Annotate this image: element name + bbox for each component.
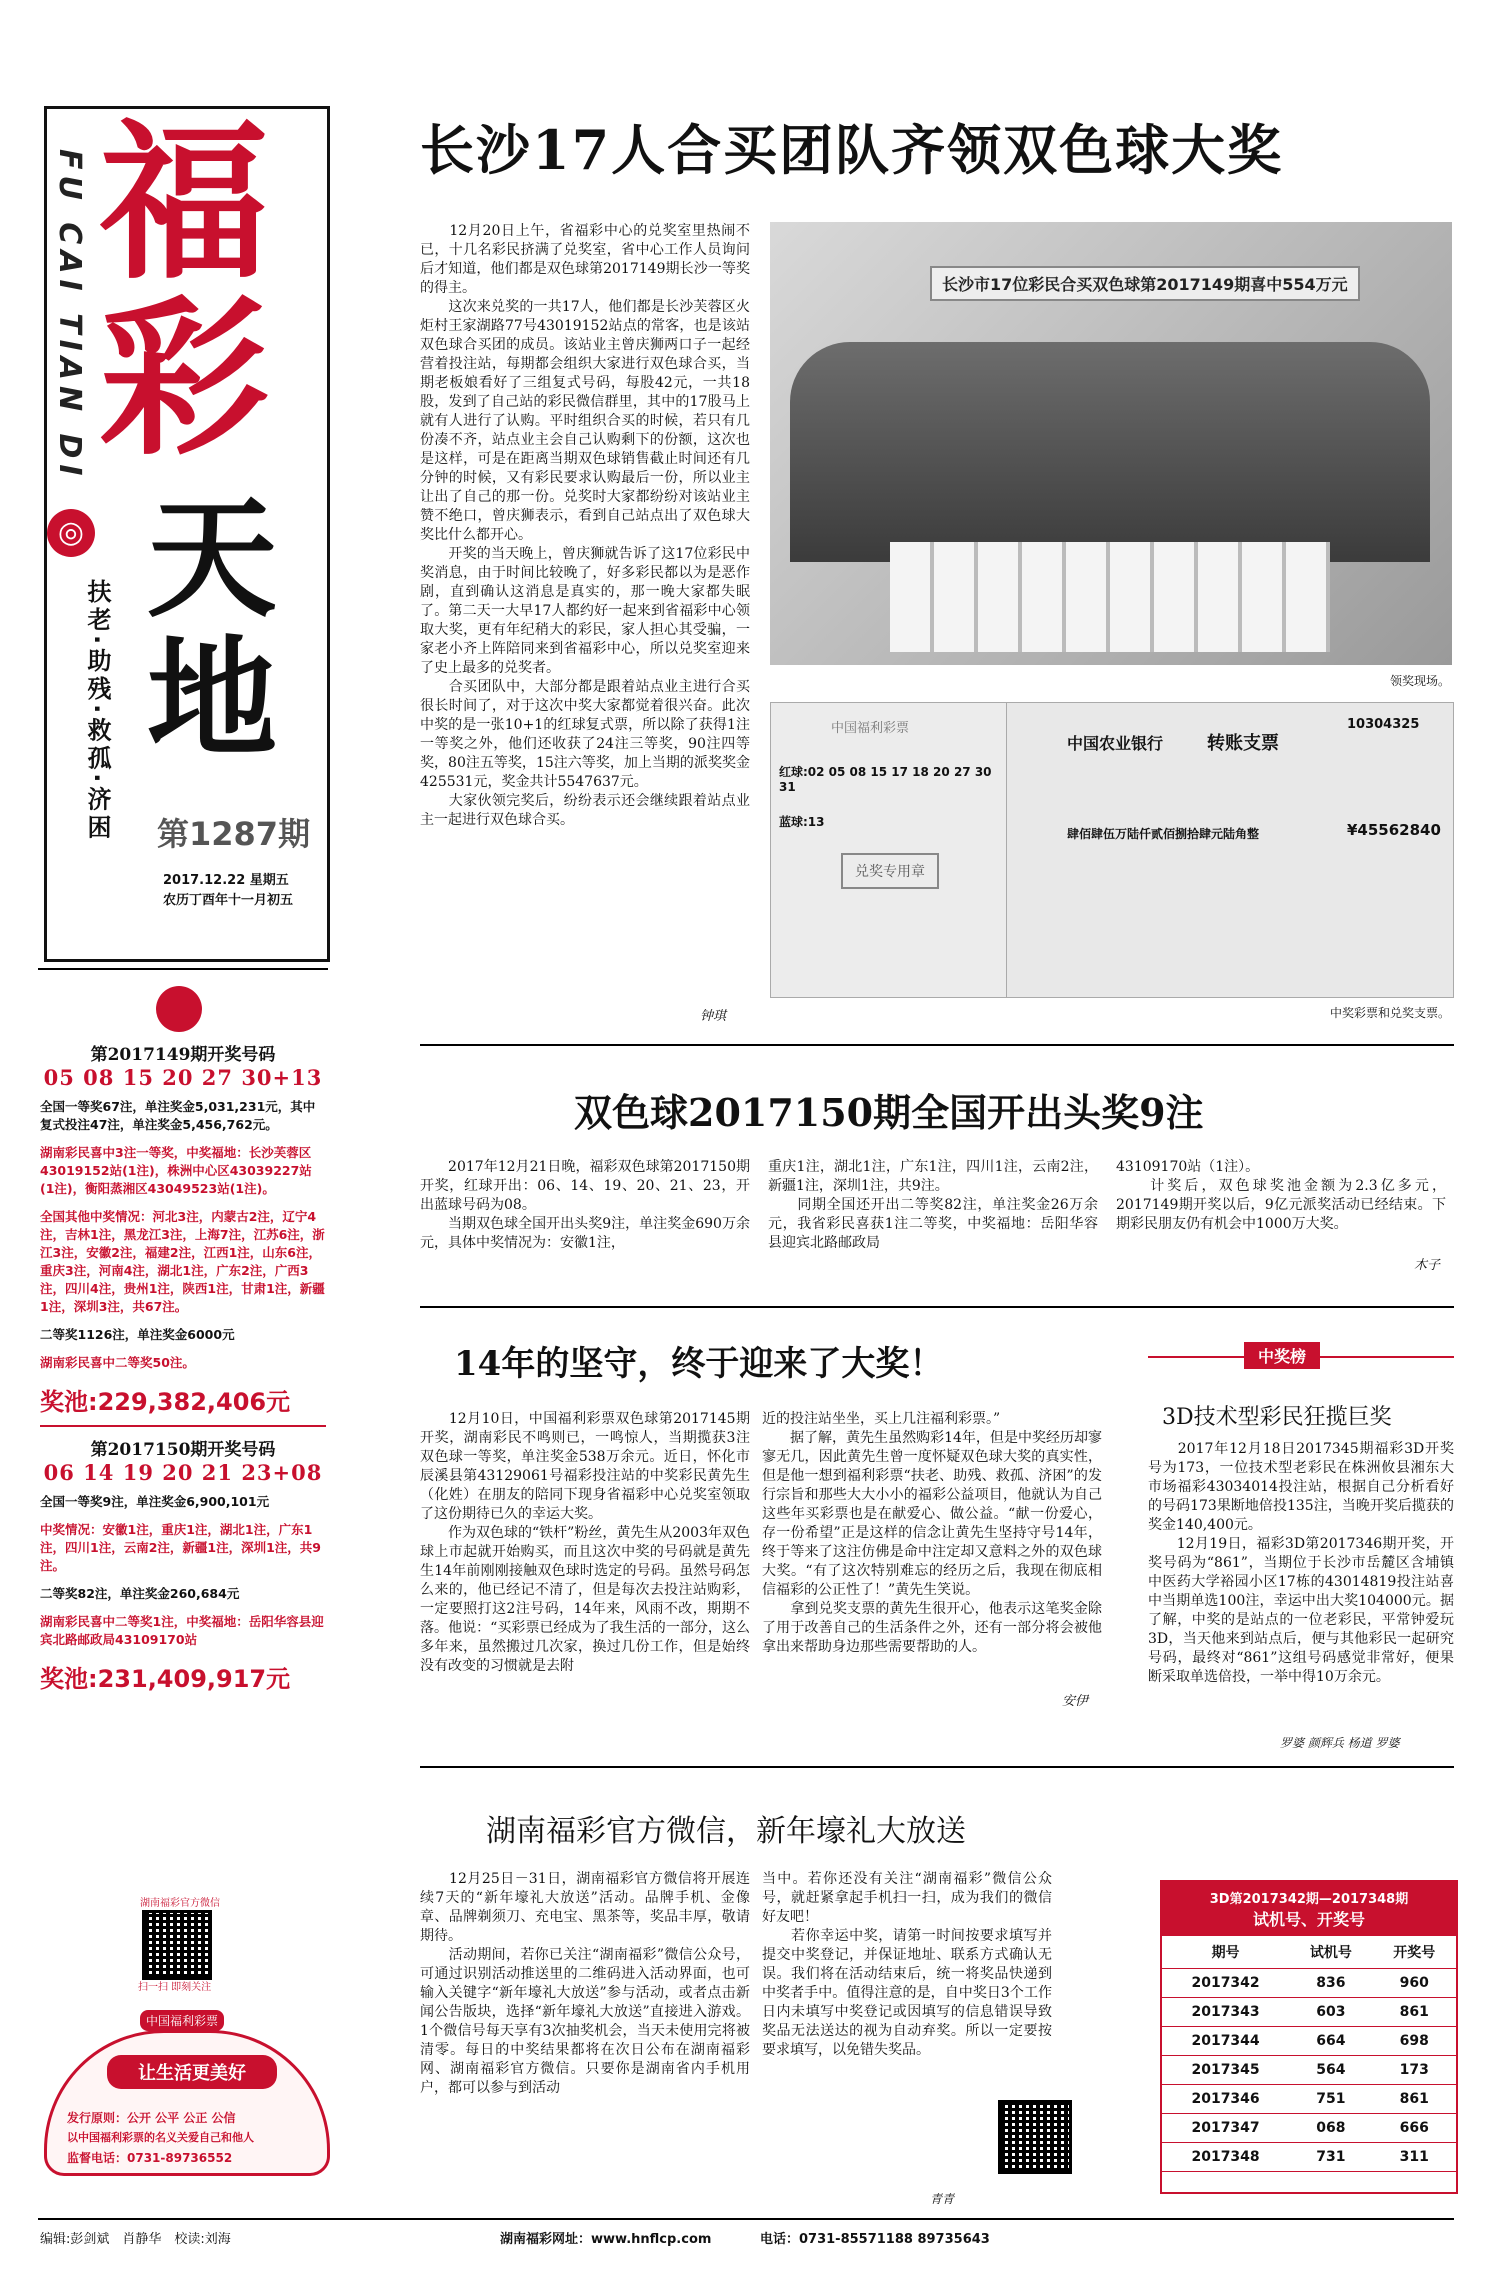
ranking-byline: 罗婆 颜辉兵 杨道 罗婆 bbox=[1280, 1736, 1400, 1750]
draw-cell: 698 bbox=[1373, 2027, 1456, 2056]
article2-col2: 重庆1注，湖北1注，广东1注，四川1注，云南2注，新疆1注，深圳1注，共9注。 同期全国还开出二等奖82注，单注奖金26万余元，我省彩民喜获1注二等奖，中奖福地：岳阳华容县迎宾北路邮政局 bbox=[768, 1159, 1098, 1251]
masthead-char-3: 天 bbox=[147, 482, 278, 635]
article3-col2: 近的投注站坐坐，买上几注福利彩票。” 据了解，黄先生虽然购彩14年，但是中奖经历却寥寥无几，因此黄先生曾一度怀疑双色球大奖的真实性，但是他一想到福利彩票“扶老、助残、救孤、济困”的发行宗旨和那些大大小小的福彩公益项目，他就认为自己这些年买彩票也是在献爱心、做公益。“献一份爱心，存一份希望”正是这样的信念让黄先生坚持守号14年，终于等来了这注仿佛是命中注定却又意料之外的双色球大奖。“有了这次特别难忘的经历之后，我现在彻底相信福彩的公正性了！”黄先生笑说。 拿到兑奖支票的黄先生很开心，他表示这笔奖金除了用于改善自己的生活条件之外，还有一部分将会被他拿出来帮助身边那些需要帮助的人。 bbox=[762, 1411, 1102, 1655]
draw-cell: 861 bbox=[1373, 1998, 1456, 2027]
article3-byline: 安伊 bbox=[1062, 1694, 1089, 1709]
qr-scan-hint: 扫一扫 即刻关注 bbox=[138, 1982, 212, 1993]
photo-caption: 领奖现场。 bbox=[1389, 674, 1450, 688]
col-header: 试机号 bbox=[1289, 1936, 1372, 1969]
table-row bbox=[1162, 2114, 1456, 2143]
issue-cell: 2017347 bbox=[1162, 2114, 1289, 2143]
trial-cell: 751 bbox=[1289, 2085, 1372, 2114]
issue-cell: 2017345 bbox=[1162, 2056, 1289, 2085]
article4-headline: 湖南福彩官方微信，新年壕礼大放送 bbox=[486, 1814, 966, 1849]
masthead-char-4: 地 bbox=[147, 622, 278, 775]
wechat-qr-code[interactable] bbox=[142, 1910, 212, 1980]
photo-banner: 长沙市17位彩民合买双色球第2017149期喜中554万元 bbox=[930, 266, 1360, 301]
article1-headline: 长沙17人合买团队齐领双色球大奖 bbox=[420, 118, 1284, 182]
r2-first-prize: 全国一等奖9注，单注奖金6,900,101元 bbox=[40, 1494, 270, 1509]
issue-number: 第1287期 bbox=[157, 815, 311, 853]
draw-cell: 311 bbox=[1373, 2143, 1456, 2172]
table-row bbox=[1162, 2056, 1456, 2085]
issue-cell: 2017346 bbox=[1162, 2085, 1289, 2114]
footer-phone: 电话：0731-85571188 89735643 bbox=[760, 2232, 990, 2247]
ticket-numbers: 红球:02 05 08 15 17 18 20 27 30 31 bbox=[779, 765, 992, 794]
r1-second-hunan: 湖南彩民喜中二等奖50注。 bbox=[40, 1355, 195, 1370]
trial-cell: 664 bbox=[1289, 2027, 1372, 2056]
trial-cell: 603 bbox=[1289, 1998, 1372, 2027]
trial-table-header bbox=[1162, 1882, 1456, 1936]
footer-editors: 编辑:彭剑斌 肖静华 校读:刘海 bbox=[40, 2232, 231, 2247]
draw-cell: 666 bbox=[1373, 2114, 1456, 2143]
r2-second-prize: 二等奖82注，单注奖金260,684元 bbox=[40, 1586, 240, 1601]
ticket-caption: 中奖彩票和兑奖支票。 bbox=[1329, 1006, 1450, 1020]
promo-hotline: 监督电话：0731-89736552 bbox=[67, 2151, 233, 2165]
trial-table bbox=[1162, 1936, 1456, 2172]
r1-header: 第2017149期开奖号码 bbox=[40, 1040, 326, 1065]
article1-byline: 钟琪 bbox=[700, 1009, 727, 1024]
r-divider bbox=[40, 1425, 326, 1427]
issue-cell: 2017342 bbox=[1162, 1969, 1289, 1998]
table-row bbox=[1162, 2143, 1456, 2172]
article2-col1: 2017年12月21日晚，福彩双色球第2017150期开奖，红球开出：06、14、19、20、21、23，开出蓝球号码为08。 当期双色球全国开出头奖9注，单注奖金690万余元，具体中奖情况为：安徽1注， bbox=[420, 1159, 750, 1251]
footer-rule bbox=[38, 2218, 1454, 2220]
table-row bbox=[1162, 2085, 1456, 2114]
r1-second-prize: 二等奖1126注，单注奖金6000元 bbox=[40, 1327, 235, 1342]
trial-cell: 068 bbox=[1289, 2114, 1372, 2143]
article2-col3: 43109170站（1注）。 计奖后，双色球奖池金额为2.3亿多元，2017149期开奖以后，9亿元派奖活动已经结束。下期彩民朋友仍有机会中1000万大奖。 bbox=[1116, 1159, 1446, 1232]
trial-table-box bbox=[1160, 1880, 1458, 2194]
rule-1 bbox=[420, 1044, 1454, 1046]
table-row bbox=[1162, 1998, 1456, 2027]
masthead bbox=[44, 103, 330, 962]
article4-col1: 12月25日－31日，湖南福彩官方微信将开展连续7天的“新年壕礼大放送”活动。品牌手机、金像章、品牌剃须刀、充电宝、黑茶等，奖品丰厚，敬请期待。 活动期间，若你已关注“湖南福彩”微信公众号，可通过识别活动推送里的二维码进入活动界面，也可输入关键字“新年壕礼大放送”参与活动，或者点击新闻公告版块，选择“新年壕礼大放送”直接进入游戏。1个微信号每天享有3次抽奖机会，当天未使用完将被清零。每日的中奖结果都将在次日公布在湖南福彩网、湖南福彩官方微信。只要你是湖南省内手机用户，都可以参与到活动 bbox=[420, 1871, 750, 2096]
r1-jackpot: 奖池:229,382,406元 bbox=[40, 1388, 291, 1416]
ranking-tag: 中奖榜 bbox=[1244, 1342, 1320, 1369]
article2-headline: 双色球2017150期全国开出头奖9注 bbox=[574, 1090, 1204, 1135]
col-header: 期号 bbox=[1162, 1936, 1289, 1969]
article3-col1: 12月10日，中国福利彩票双色球第2017145期开奖，湖南彩民不鸣则已，一鸣惊人，当期揽获3注双色球一等奖，单注奖金538万余元。近日，怀化市辰溪县第43129061号福彩投注站的中奖彩民黄先生（化姓）在朋友的陪同下现身省福彩中心兑奖室领取了这份期待已久的幸运大奖。 作为双色球的“铁杆”粉丝，黄先生从2003年双色球上市起就开始购买，而且这次中奖的号码就是黄先生14年前刚刚接触双色球时选定的号码。虽然号码怎么来的，他已经记不清了，但是每次去投注站购彩，一定要照打这2注号码，14年来，风雨不改，期期不落。他说：“买彩票已经成为了我生活的一部分，这么多年来，虽然搬过几次家，换过几份工作，但是始终没有改变的习惯就是去附 bbox=[420, 1411, 750, 1674]
results-badge-icon bbox=[156, 986, 202, 1032]
article3-headline: 14年的坚守，终于迎来了大奖！ bbox=[454, 1344, 944, 1384]
ticket-blue: 蓝球:13 bbox=[779, 815, 825, 829]
table-row bbox=[1162, 2027, 1456, 2056]
article4-byline: 青青 bbox=[930, 2192, 955, 2206]
promo-slogan: 让生活更美好 bbox=[107, 2055, 277, 2089]
bank-cheque bbox=[1006, 702, 1454, 998]
bank-amount: ¥45562840 bbox=[1347, 821, 1441, 839]
bank-number: 10304325 bbox=[1347, 717, 1420, 732]
article1-body: 12月20日上午，省福彩中心的兑奖室里热闹不已，十几名彩民挤满了兑奖室，省中心工作人员询问后才知道，他们都是双色球第2017149期长沙一等奖的得主。 这次来兑奖的一共17人，他们都是长沙芙蓉区火炬村王家湖路77号43019152站点的常客，也是该站双色球合买团的成员。该站业主曾庆狮两口子一起经营着投注站，每期都会组织大家进行双色球合买，当期老板娘看好了三组复式号码，每股42元，一共18股，发到了自己站的彩民微信群里，其中的17股马上就有人进行了认购。平时组织合买的时候，若只有几份凑不齐，站点业主会自己认购剩下的份额，这次也是这样，可是在距离当期双色球销售截止时间还有几分钟的时候，又有彩民要求认购最后一份，所以业主让出了自己的那一份。兑奖时大家都纷纷对该站业主赞不绝口，曾庆狮表示，看到自己站点出了双色球大奖比什么都开心。 开奖的当天晚上，曾庆狮就告诉了这17位彩民中奖消息，由于时间比较晚了，好多彩民都以为是恶作剧，直到确认这消息是真实的，那一晚大家都失眠了。第二天一大早17人都约好一起来到省福彩中心领取大奖，更有年纪稍大的彩民，家人担心其受骗，一家老小齐上阵陪同来到省福彩中心，所以兑奖室迎来了史上最多的兑奖者。 合买团队中，大部分都是跟着站点业主进行合买很长时间了，对于这次中奖大家都觉着很兴奋。此次中奖的是一张10+1的红球复式票，所以除了获得1注一等奖之外，他们还收获了24注三等奖，90注四等奖，80注五等奖，15注六等奖，加上当期的派奖奖金425531元，奖金共计5547637元。 大家伙领完奖后，纷纷表示还会继续跟着站点业主一起进行双色球合买。 bbox=[420, 223, 750, 828]
draw-cell: 173 bbox=[1373, 2056, 1456, 2085]
issue-cell: 2017348 bbox=[1162, 2143, 1289, 2172]
trial-cell: 836 bbox=[1289, 1969, 1372, 1998]
masthead-slogan: 扶老·助残·救孤·济困 bbox=[83, 579, 111, 843]
trial-cell: 564 bbox=[1289, 2056, 1372, 2085]
article2-byline: 木子 bbox=[1414, 1258, 1441, 1273]
article4-col2: 当中。若你还没有关注“湖南福彩”微信公众号，就赶紧拿起手机扫一扫，成为我们的微信好友吧！ 若你幸运中奖，请第一时间按要求填写并提交中奖登记，并保证地址、联系方式确认无误。我们将在活动结束后，统一将奖品快递到中奖者手中。值得注意的是，自中奖日3个工作日内未填写中奖登记或因填写的信息错误导致奖品无法送达的视为自动弃奖。所以一定要按要求填写，以免错失奖品。 bbox=[762, 1871, 1052, 2058]
r2-second-hunan: 湖南彩民喜中二等奖1注，中奖福地：岳阳华容县迎宾北路邮政局43109170站 bbox=[40, 1614, 324, 1647]
draw-cell: 960 bbox=[1373, 1969, 1456, 1998]
issue-cell: 2017343 bbox=[1162, 1998, 1289, 2027]
footer-site[interactable]: 湖南福彩网址：www.hnflcp.com bbox=[500, 2232, 712, 2247]
trial-header-line2: 试机号、开奖号 bbox=[1252, 1910, 1365, 1929]
trial-cell: 731 bbox=[1289, 2143, 1372, 2172]
cash-stacks bbox=[890, 542, 1330, 652]
col-header: 开奖号 bbox=[1373, 1936, 1456, 1969]
r1-first-prize: 全国一等奖67注，单注奖金5,031,231元，其中复式投注47注，单注奖金5,456,762元。 bbox=[40, 1099, 316, 1132]
r2-numbers: 06 14 19 20 21 23+08 bbox=[43, 1460, 323, 1485]
lottery-results bbox=[40, 1040, 326, 1694]
award-photo bbox=[770, 222, 1452, 665]
ranking-title: 3D技术型彩民狂揽巨奖 bbox=[1162, 1405, 1392, 1430]
r2-jackpot: 奖池:231,409,917元 bbox=[40, 1665, 291, 1693]
issue-cell: 2017344 bbox=[1162, 2027, 1289, 2056]
trial-table-head-row bbox=[1162, 1936, 1456, 1969]
left-divider bbox=[38, 968, 328, 970]
promo-banner-text: 以中国福利彩票的名义关爱自己和他人 bbox=[67, 2131, 254, 2144]
masthead-char-1: 福 bbox=[99, 103, 270, 303]
masthead-pinyin: FU CAI TIAN DI bbox=[52, 149, 87, 482]
table-row bbox=[1162, 1969, 1456, 1998]
draw-cell: 861 bbox=[1373, 2085, 1456, 2114]
issue-lunar: 农历丁酉年十一月初五 bbox=[163, 893, 294, 908]
ranking-body: 2017年12月18日2017345期福彩3D开奖号为173，一位技术型老彩民在株洲攸县湘东大市场福彩43034014投注站，根据自己分析看好的号码173果断地倍投135注，当晚开奖后揽获的奖金140,400元。 12月19日，福彩3D第2017346期开奖，开奖号码为“861”，当期位于长沙市岳麓区含埔镇中医药大学裕园小区17栋的43014819投注站喜中当期单选100注，幸运中出大奖104000元。据了解，中奖的是站点的一位老彩民，平常钟爱玩3D，当天他来到站点后，便与其他彩民一起研究号码，最终对“861”这组号码感觉非常好，便果断采取单选倍投，一举中得10万余元。 bbox=[1148, 1441, 1454, 1685]
people-group bbox=[790, 342, 1430, 562]
bank-name: 中国农业银行 bbox=[1067, 734, 1164, 753]
logo-text: 中国福利彩票 bbox=[140, 2010, 224, 2031]
bank-words: 肆佰肆伍万陆仟贰佰捌拾肆元陆角整 bbox=[1067, 827, 1260, 841]
r1-numbers: 05 08 15 20 27 30+13 bbox=[43, 1065, 323, 1090]
promo-banner bbox=[44, 2030, 330, 2176]
welfare-logo-icon: ◎ bbox=[47, 509, 95, 557]
r2-header: 第2017150期开奖号码 bbox=[40, 1435, 326, 1460]
issue-date: 2017.12.22 星期五 bbox=[163, 873, 289, 888]
article4-qr-code[interactable] bbox=[998, 2100, 1072, 2174]
masthead-char-2: 彩 bbox=[99, 279, 270, 479]
ticket-stamp: 兑奖专用章 bbox=[841, 853, 939, 889]
rule-2 bbox=[420, 1306, 1454, 1308]
qr-label: 湖南福彩官方微信 bbox=[140, 1898, 220, 1909]
lottery-ticket bbox=[770, 702, 1008, 998]
bank-title: 转账支票 bbox=[1207, 733, 1279, 754]
r1-hunan-winners: 湖南彩民喜中3注一等奖，中奖福地：长沙芙蓉区43019152站(1注)，株洲中心区43039227站(1注)，衡阳蒸湘区43049523站(1注)。 bbox=[40, 1145, 312, 1196]
rule-3 bbox=[420, 1766, 1454, 1768]
r2-detail: 中奖情况：安徽1注，重庆1注，湖北1注，广东1注，四川1注，云南2注，新疆1注，深圳1注，共9注。 bbox=[40, 1522, 321, 1573]
trial-header-line1: 3D第2017342期—2017348期 bbox=[1209, 1892, 1409, 1907]
promo-principle: 发行原则：公开 公平 公正 公信 bbox=[67, 2111, 236, 2125]
r1-other-winners: 全国其他中奖情况：河北3注，内蒙古2注，辽宁4注，吉林1注，黑龙江3注，上海7注，江苏6注，浙江3注，安徽2注，福建2注，江西1注，山东6注，重庆3注，河南4注，湖北1注，广东2注，广西3注，四川4注，贵州1注，陕西1注，甘肃1注，新疆1注，深圳3注，共67注。 bbox=[40, 1209, 325, 1314]
ticket-brand: 中国福利彩票 bbox=[831, 721, 910, 736]
